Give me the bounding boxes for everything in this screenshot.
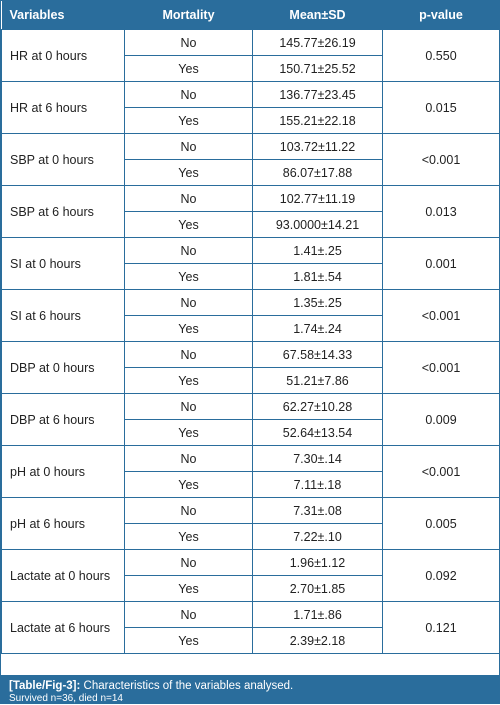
header-row [2, 1, 500, 30]
p-value-cell: 0.015 [383, 82, 500, 134]
table-row [2, 238, 500, 264]
table-row [2, 394, 500, 420]
p-value-cell: 0.005 [383, 498, 500, 550]
table-row [2, 30, 500, 56]
caption-text: Characteristics of the variables analysed. [83, 680, 294, 692]
mortality-yes-cell: Yes [125, 316, 253, 342]
variable-cell: DBP at 0 hours [2, 342, 125, 394]
mean-sd-no-cell: 62.27±10.28 [253, 394, 383, 420]
mean-sd-yes-cell: 7.11±.18 [253, 472, 383, 498]
p-value-cell: 0.550 [383, 30, 500, 82]
p-value-cell: <0.001 [383, 290, 500, 342]
mortality-no-cell: No [125, 30, 253, 56]
mean-sd-no-cell: 7.30±.14 [253, 446, 383, 472]
variable-cell: pH at 6 hours [2, 498, 125, 550]
mean-sd-no-cell: 102.77±11.19 [253, 186, 383, 212]
mortality-yes-cell: Yes [125, 108, 253, 134]
mean-sd-no-cell: 136.77±23.45 [253, 82, 383, 108]
mean-sd-yes-cell: 93.0000±14.21 [253, 212, 383, 238]
variable-cell: DBP at 6 hours [2, 394, 125, 446]
caption-note: Survived n=36, died n=14 [9, 693, 123, 704]
mean-sd-yes-cell: 2.39±2.18 [253, 628, 383, 654]
table-row [2, 602, 500, 628]
table-row [2, 342, 500, 368]
p-value-cell: 0.009 [383, 394, 500, 446]
table-row [2, 134, 500, 160]
mean-sd-yes-cell: 86.07±17.88 [253, 160, 383, 186]
variable-cell: Lactate at 0 hours [2, 550, 125, 602]
mean-sd-yes-cell: 155.21±22.18 [253, 108, 383, 134]
mortality-no-cell: No [125, 134, 253, 160]
mortality-no-cell: No [125, 186, 253, 212]
mortality-no-cell: No [125, 290, 253, 316]
mortality-yes-cell: Yes [125, 576, 253, 602]
mean-sd-no-cell: 1.71±.86 [253, 602, 383, 628]
table-body [2, 30, 500, 654]
variable-cell: Lactate at 6 hours [2, 602, 125, 654]
mortality-yes-cell: Yes [125, 524, 253, 550]
p-value-cell: 0.121 [383, 602, 500, 654]
mortality-yes-cell: Yes [125, 264, 253, 290]
variable-cell: HR at 0 hours [2, 30, 125, 82]
mean-sd-yes-cell: 1.81±.54 [253, 264, 383, 290]
table-row [2, 186, 500, 212]
mean-sd-yes-cell: 51.21±7.86 [253, 368, 383, 394]
mortality-no-cell: No [125, 82, 253, 108]
p-value-cell: <0.001 [383, 446, 500, 498]
variable-cell: SI at 0 hours [2, 238, 125, 290]
mortality-yes-cell: Yes [125, 368, 253, 394]
mortality-no-cell: No [125, 446, 253, 472]
mean-sd-no-cell: 67.58±14.33 [253, 342, 383, 368]
table-row [2, 550, 500, 576]
header-mortality: Mortality [125, 1, 253, 30]
header-mean-sd: Mean±SD [253, 1, 383, 30]
mortality-yes-cell: Yes [125, 56, 253, 82]
variable-cell: SBP at 6 hours [2, 186, 125, 238]
mean-sd-yes-cell: 150.71±25.52 [253, 56, 383, 82]
mortality-no-cell: No [125, 602, 253, 628]
caption-tag: [Table/Fig-3]: [9, 680, 81, 692]
mean-sd-no-cell: 145.77±26.19 [253, 30, 383, 56]
p-value-cell: 0.092 [383, 550, 500, 602]
mortality-no-cell: No [125, 394, 253, 420]
variable-cell: SBP at 0 hours [2, 134, 125, 186]
mortality-yes-cell: Yes [125, 628, 253, 654]
mortality-yes-cell: Yes [125, 472, 253, 498]
table-row [2, 446, 500, 472]
mortality-yes-cell: Yes [125, 160, 253, 186]
mean-sd-yes-cell: 2.70±1.85 [253, 576, 383, 602]
mean-sd-yes-cell: 1.74±.24 [253, 316, 383, 342]
table-row [2, 290, 500, 316]
caption-main [9, 679, 491, 693]
mean-sd-no-cell: 1.96±1.12 [253, 550, 383, 576]
mean-sd-yes-cell: 52.64±13.54 [253, 420, 383, 446]
mean-sd-no-cell: 1.41±.25 [253, 238, 383, 264]
mortality-no-cell: No [125, 342, 253, 368]
table-caption [1, 675, 499, 703]
p-value-cell: 0.001 [383, 238, 500, 290]
mortality-no-cell: No [125, 550, 253, 576]
mortality-no-cell: No [125, 238, 253, 264]
mortality-yes-cell: Yes [125, 420, 253, 446]
mean-sd-no-cell: 103.72±11.22 [253, 134, 383, 160]
mean-sd-no-cell: 7.31±.08 [253, 498, 383, 524]
p-value-cell: 0.013 [383, 186, 500, 238]
table-row [2, 82, 500, 108]
header-p-value: p-value [383, 1, 500, 30]
variable-cell: pH at 0 hours [2, 446, 125, 498]
table-row [2, 498, 500, 524]
variable-cell: SI at 6 hours [2, 290, 125, 342]
header-variables: Variables [2, 1, 125, 30]
p-value-cell: <0.001 [383, 342, 500, 394]
p-value-cell: <0.001 [383, 134, 500, 186]
variables-table [1, 1, 500, 654]
mean-sd-no-cell: 1.35±.25 [253, 290, 383, 316]
mortality-yes-cell: Yes [125, 212, 253, 238]
mean-sd-yes-cell: 7.22±.10 [253, 524, 383, 550]
variable-cell: HR at 6 hours [2, 82, 125, 134]
mortality-no-cell: No [125, 498, 253, 524]
